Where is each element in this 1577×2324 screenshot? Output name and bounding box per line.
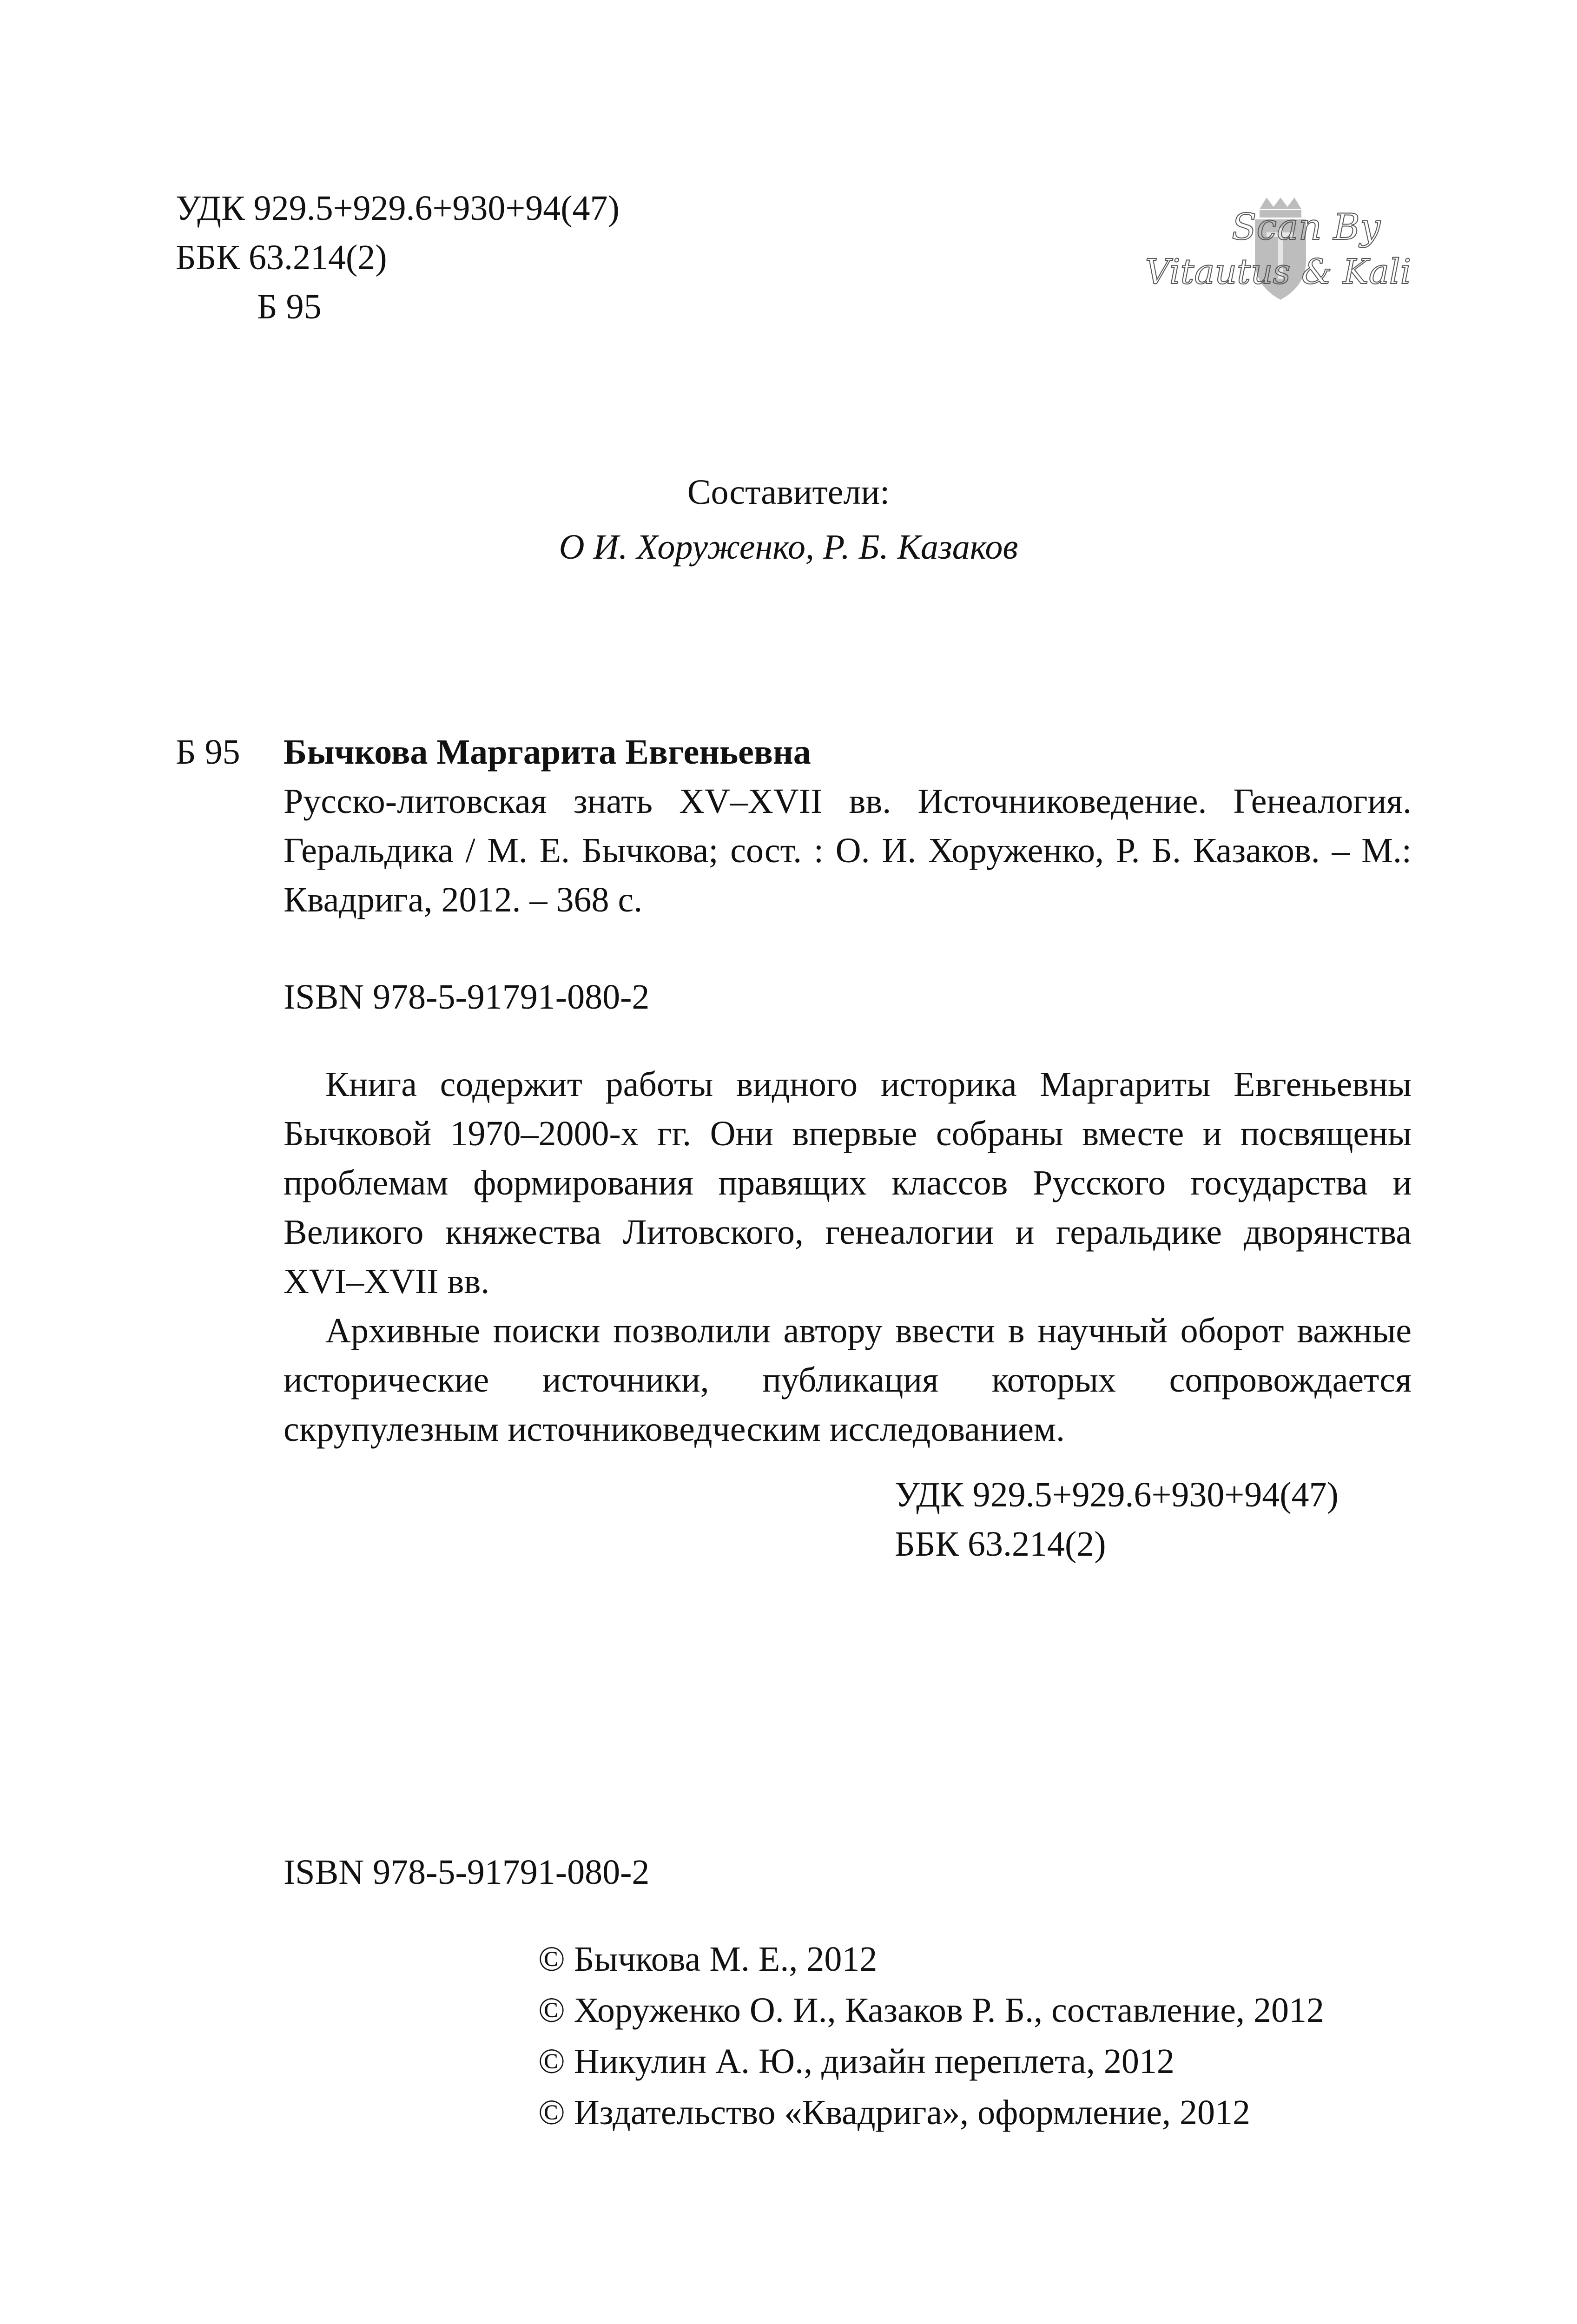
watermark-line1: Scan By (1231, 206, 1381, 248)
isbn-bottom: ISBN 978-5-91791-080-2 (284, 1853, 650, 1892)
compilers-label: Составители: (687, 473, 890, 512)
udk-code: УДК 929.5+929.6+930+94(47) (895, 1475, 1339, 1514)
compilers-block (0, 465, 1577, 574)
watermark-line2: Vitautus & Kali (1145, 252, 1412, 292)
entry-author: Бычкова Маргарита Евгеньевна (284, 733, 811, 772)
copyright-line: © Никулин А. Ю., дизайн переплета, 2012 (538, 2042, 1175, 2081)
annotation-paragraph: Книга содержит работы видного историка Маргариты Евгеньевны Бычковой 1970–2000-х гг. Они впервые собраны вместе и посвящены проблемам формирования правящих классов Русского государства и Великого княжества Литовского, генеалогии и геральдике дворянства XVI–XVII вв. (284, 1065, 1412, 1301)
annotation-paragraph: Архивные поиски позволили автору ввести в научный оборот важные исторические источники, публикация которых сопровождается скрупулезным источниковедческим исследованием. (284, 1311, 1412, 1449)
udk-code: УДК 929.5+929.6+930+94(47) (176, 189, 620, 228)
catalog-entry (284, 727, 1412, 924)
top-classification (176, 184, 620, 331)
compilers-names: О И. Хоруженко, Р. Б. Казаков (559, 528, 1018, 567)
copyright-line: © Бычкова М. Е., 2012 (538, 1940, 878, 1979)
entry-description: Русско-литовская знать XV–XVII вв. Источниковедение. Генеалогия. Геральдика / М. Е. Бычкова; сост. : О. И. Хоруженко, Р. Б. Казаков. – М.: Квадрига, 2012. – 368 с. (284, 782, 1412, 919)
entry-code: Б 95 (176, 733, 240, 772)
scan-watermark (1106, 191, 1441, 311)
bottom-classification (895, 1470, 1339, 1569)
bbk-code: ББК 63.214(2) (895, 1525, 1106, 1564)
copyright-line: © Хоруженко О. И., Казаков Р. Б., составление, 2012 (538, 1991, 1324, 2030)
annotation (284, 1060, 1412, 1454)
copyright-block (538, 1934, 1324, 2138)
author-sign-code: Б 95 (257, 287, 322, 326)
copyright-line: © Издательство «Квадрига», оформление, 2012 (538, 2093, 1251, 2132)
bbk-code: ББК 63.214(2) (176, 238, 387, 277)
isbn-entry: ISBN 978-5-91791-080-2 (284, 977, 650, 1017)
